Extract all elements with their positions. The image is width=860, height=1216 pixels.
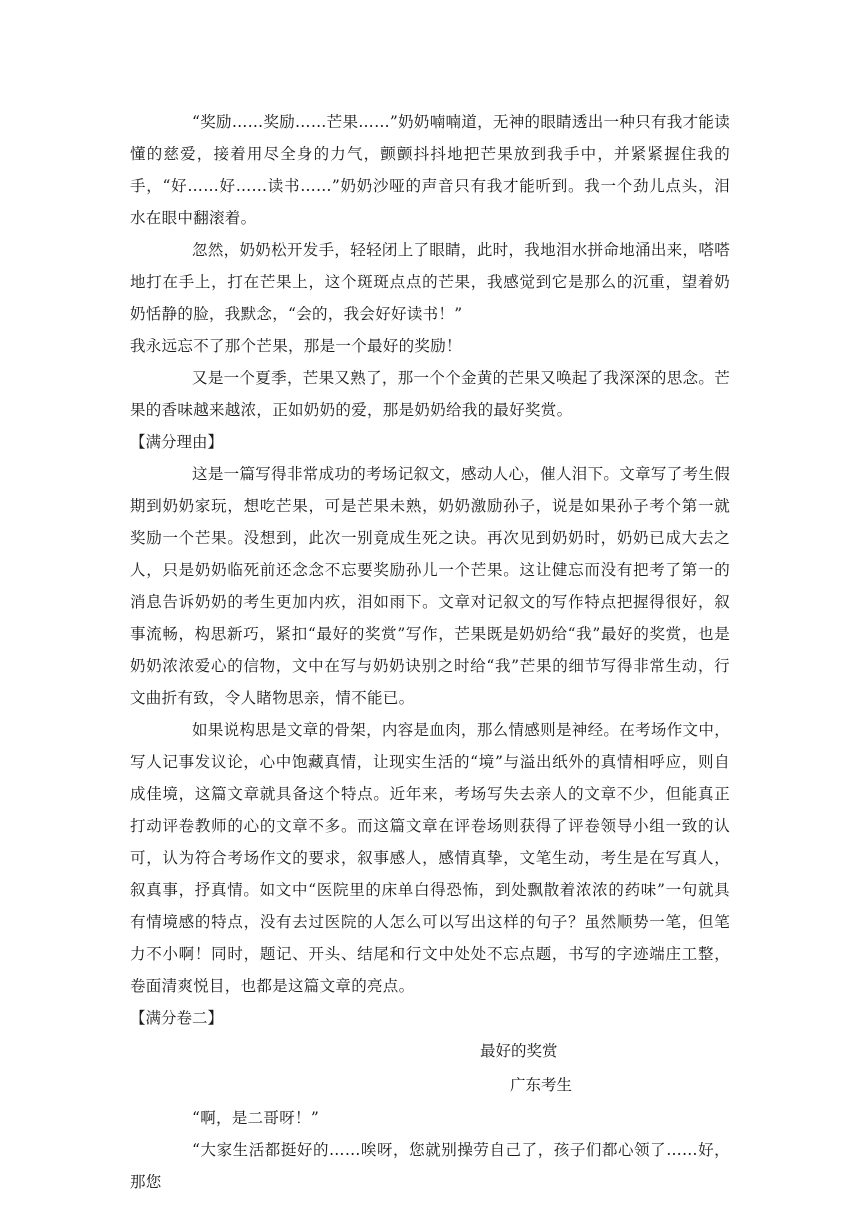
essay2-paragraph-2: “大家生活都挺好的……唉呀，您就别操劳自己了，孩子们都心领了……好，那您 — [130, 1141, 730, 1191]
essay2-author: 广东考生 — [510, 1076, 573, 1094]
document-body — [130, 106, 730, 1198]
essay2-paragraph-1: “啊，是二哥呀！” — [192, 1109, 320, 1127]
essay1-paragraph-2: 忽然，奶奶松开发手，轻轻闭上了眼睛，此时，我地泪水拼命地涌出来，嗒嗒地打在手上，打在芒果上，这个斑斑点点的芒果，我感觉到它是那么的沉重，望着奶奶恬静的脸，我默念，“会的，我会好好读书！” — [130, 241, 730, 323]
reason-paragraph-2: 如果说构思是文章的骨架，内容是血肉，那么情感则是神经。在考场作文中，写人记事发议论，心中饱藏真情，让现实生活的“境”与溢出纸外的真情相呼应，则自成佳境，这篇文章就具备这个特点。近年来，考场写失去亲人的文章不少，但能真正打动评卷教师的心的文章不多。而这篇文章在评卷场则获得了评卷领导小组一致的认可，认为符合考场作文的要求，叙事感人，感情真挚，文笔生动，考生是在写真人，叙真事，抒真情。如文中“医院里的床单白得恐怖，到处飘散着浓浓的药味”一句就具有情境感的特点，没有去过医院的人怎么可以写出这样的句子？虽然顺势一笔，但笔力不小啊！同时，题记、开头、结尾和行文中处处不忘点题，书写的字迹端庄工整，卷面清爽悦目，也都是这篇文章的亮点。 — [130, 721, 730, 995]
reason-paragraph-1: 这是一篇写得非常成功的考场记叙文，感动人心，催人泪下。文章写了考生假期到奶奶家玩，想吃芒果，可是芒果未熟，奶奶激励孙子，说是如果孙子考个第一就奖励一个芒果。没想到，此次一别竟成生死之诀。再次见到奶奶时，奶奶已成大去之人，只是奶奶临死前还念念不忘要奖励孙儿一个芒果。这让健忘而没有把考了第一的消息告诉奶奶的考生更加内疚，泪如雨下。文章对记叙文的写作特点把握得很好，叙事流畅，构思新巧，紧扣“最好的奖赏”写作，芒果既是奶奶给“我”最好的奖赏，也是奶奶浓浓爱心的信物，文中在写与奶奶诀别之时给“我”芒果的细节写得非常生动，行文曲折有致，令人睹物思亲，情不能已。 — [130, 465, 730, 707]
essay1-paragraph-1: “奖励……奖励……芒果……”奶奶喃喃道，无神的眼睛透出一种只有我才能读懂的慈爱，接着用尽全身的力气，颤颤抖抖地把芒果放到我手中，并紧紧握住我的手，“好……好……读书……”奶奶沙哑的声音只有我才能听到。我一个劲儿点头，泪水在眼中翻滚着。 — [130, 113, 730, 227]
essay2-title: 最好的奖赏 — [480, 1042, 558, 1060]
essay1-standalone-line: 我永远忘不了那个芒果，那是一个最好的奖励！ — [130, 337, 462, 355]
essay2-heading: 【满分卷二】 — [130, 1009, 224, 1027]
essay1-closing-paragraph: 又是一个夏季，芒果又熟了，那一个个金黄的芒果又唤起了我深深的思念。芒果的香味越来越浓，正如奶奶的爱，那是奶奶给我的最好奖赏。 — [130, 369, 730, 419]
reason-heading: 【满分理由】 — [130, 433, 224, 451]
